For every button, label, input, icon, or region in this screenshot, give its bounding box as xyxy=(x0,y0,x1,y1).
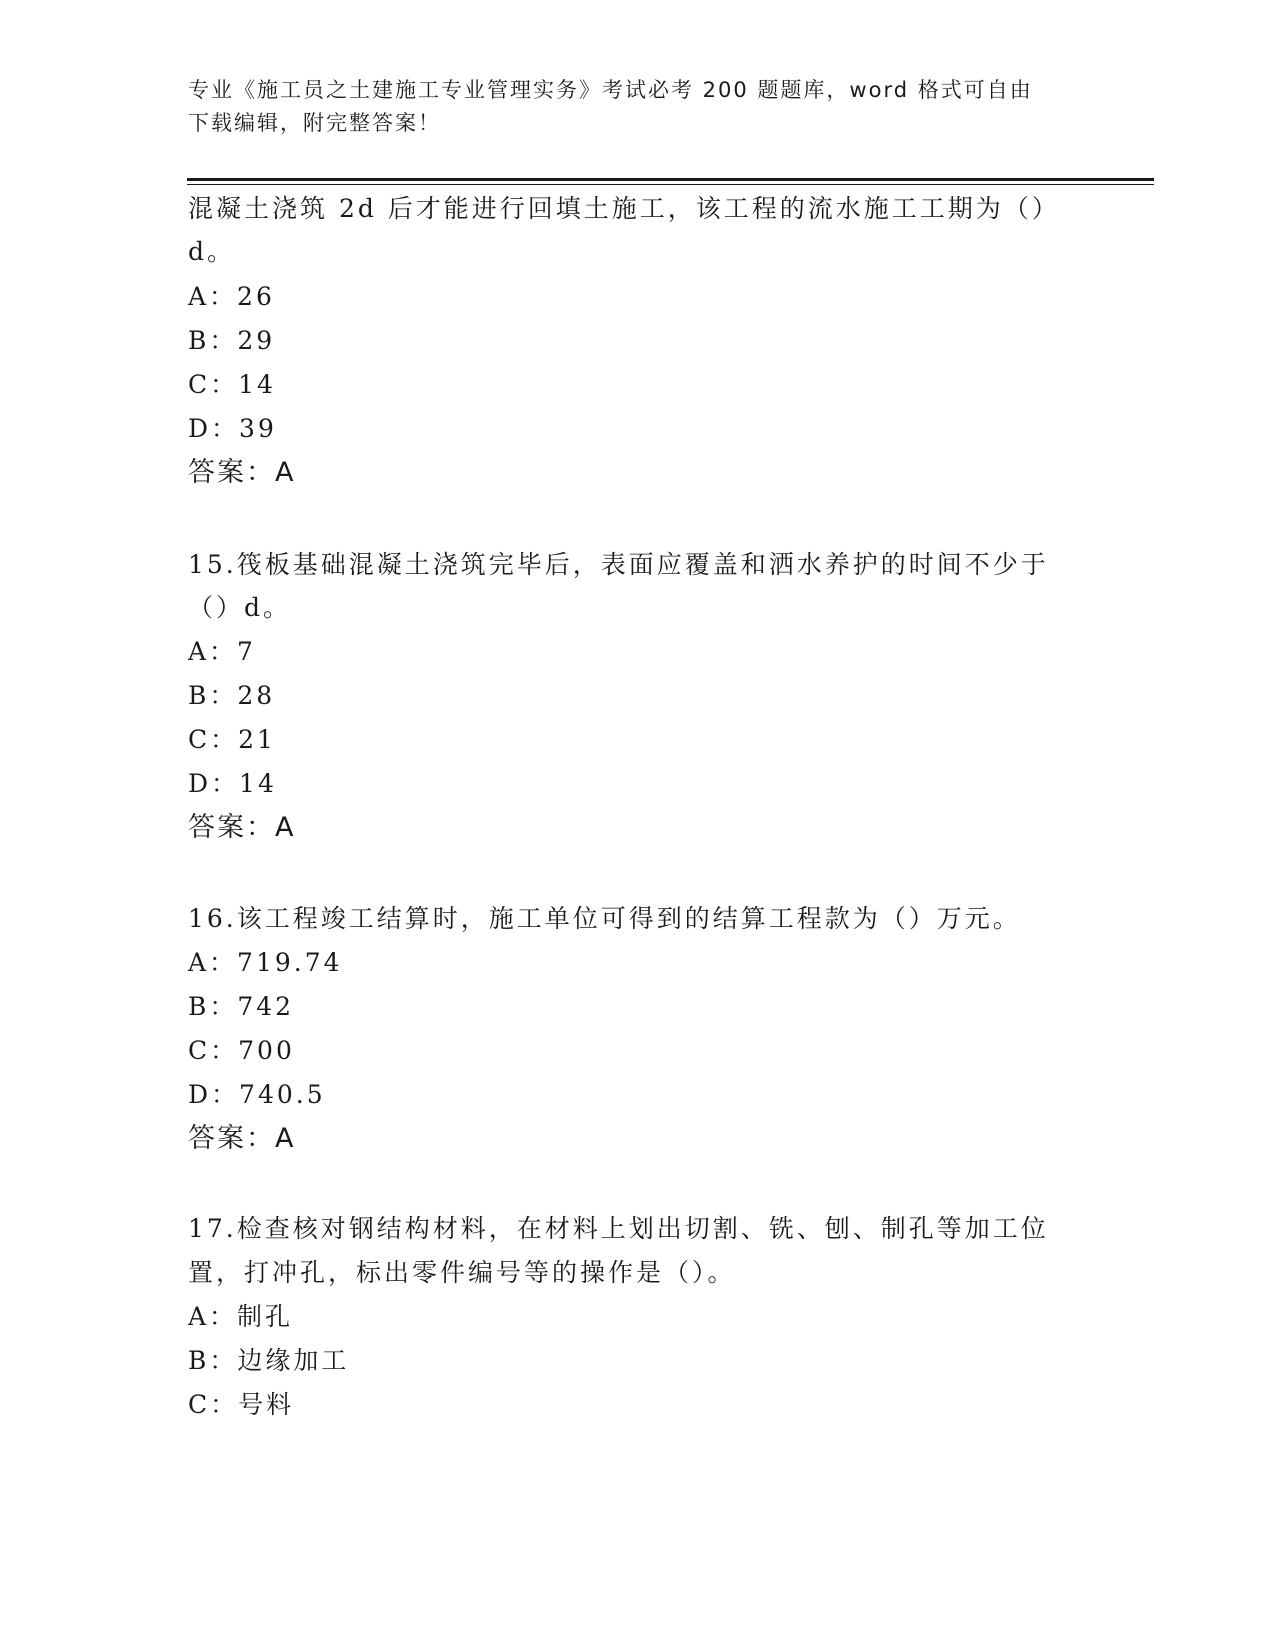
q14-answer: 答案：A xyxy=(188,457,296,488)
q15-stem-line-2: （）d。 xyxy=(188,593,292,622)
header-line-1: 专业《施工员之土建施工专业管理实务》考试必考 200 题题库，word 格式可自由 xyxy=(188,78,1033,102)
q14-option-b: B：29 xyxy=(188,326,276,355)
header-divider-thick xyxy=(187,178,1154,181)
q14-stem-line-2: d。 xyxy=(188,237,236,266)
q16-option-d: D：740.5 xyxy=(188,1080,326,1109)
q14-option-d: D：39 xyxy=(188,414,277,443)
q14-option-a: A：26 xyxy=(188,282,275,311)
q15-answer: 答案：A xyxy=(188,812,296,843)
q15-option-b: B：28 xyxy=(188,681,276,710)
q15-option-d: D：14 xyxy=(188,769,277,798)
q17-stem-line-1: 17.检查核对钢结构材料，在材料上划出切割、铣、刨、制孔等加工位 xyxy=(188,1214,1049,1243)
header-divider-thin xyxy=(187,184,1154,185)
q16-option-a: A：719.74 xyxy=(188,948,343,977)
q16-option-b: B：742 xyxy=(188,992,295,1021)
q15-stem-line-1: 15.筏板基础混凝土浇筑完毕后，表面应覆盖和洒水养护的时间不少于 xyxy=(188,550,1049,579)
q16-option-c: C：700 xyxy=(188,1036,295,1065)
q17-option-c: C：号料 xyxy=(188,1390,295,1419)
q16-stem-line-1: 16.该工程竣工结算时，施工单位可得到的结算工程款为（）万元。 xyxy=(188,904,1021,933)
q14-option-c: C：14 xyxy=(188,370,276,399)
q15-option-c: C：21 xyxy=(188,725,276,754)
q17-stem-line-2: 置，打冲孔，标出零件编号等的操作是（）。 xyxy=(188,1258,736,1287)
document-header xyxy=(188,74,1068,140)
q16-answer: 答案：A xyxy=(188,1123,296,1154)
q17-option-b: B：边缘加工 xyxy=(188,1346,350,1375)
header-line-2: 下载编辑，附完整答案！ xyxy=(188,111,441,135)
q14-stem-line-1: 混凝土浇筑 2d 后才能进行回填土施工，该工程的流水施工工期为（） xyxy=(188,194,1060,223)
q17-option-a: A：制孔 xyxy=(188,1302,294,1331)
q15-option-a: A：7 xyxy=(188,637,256,666)
